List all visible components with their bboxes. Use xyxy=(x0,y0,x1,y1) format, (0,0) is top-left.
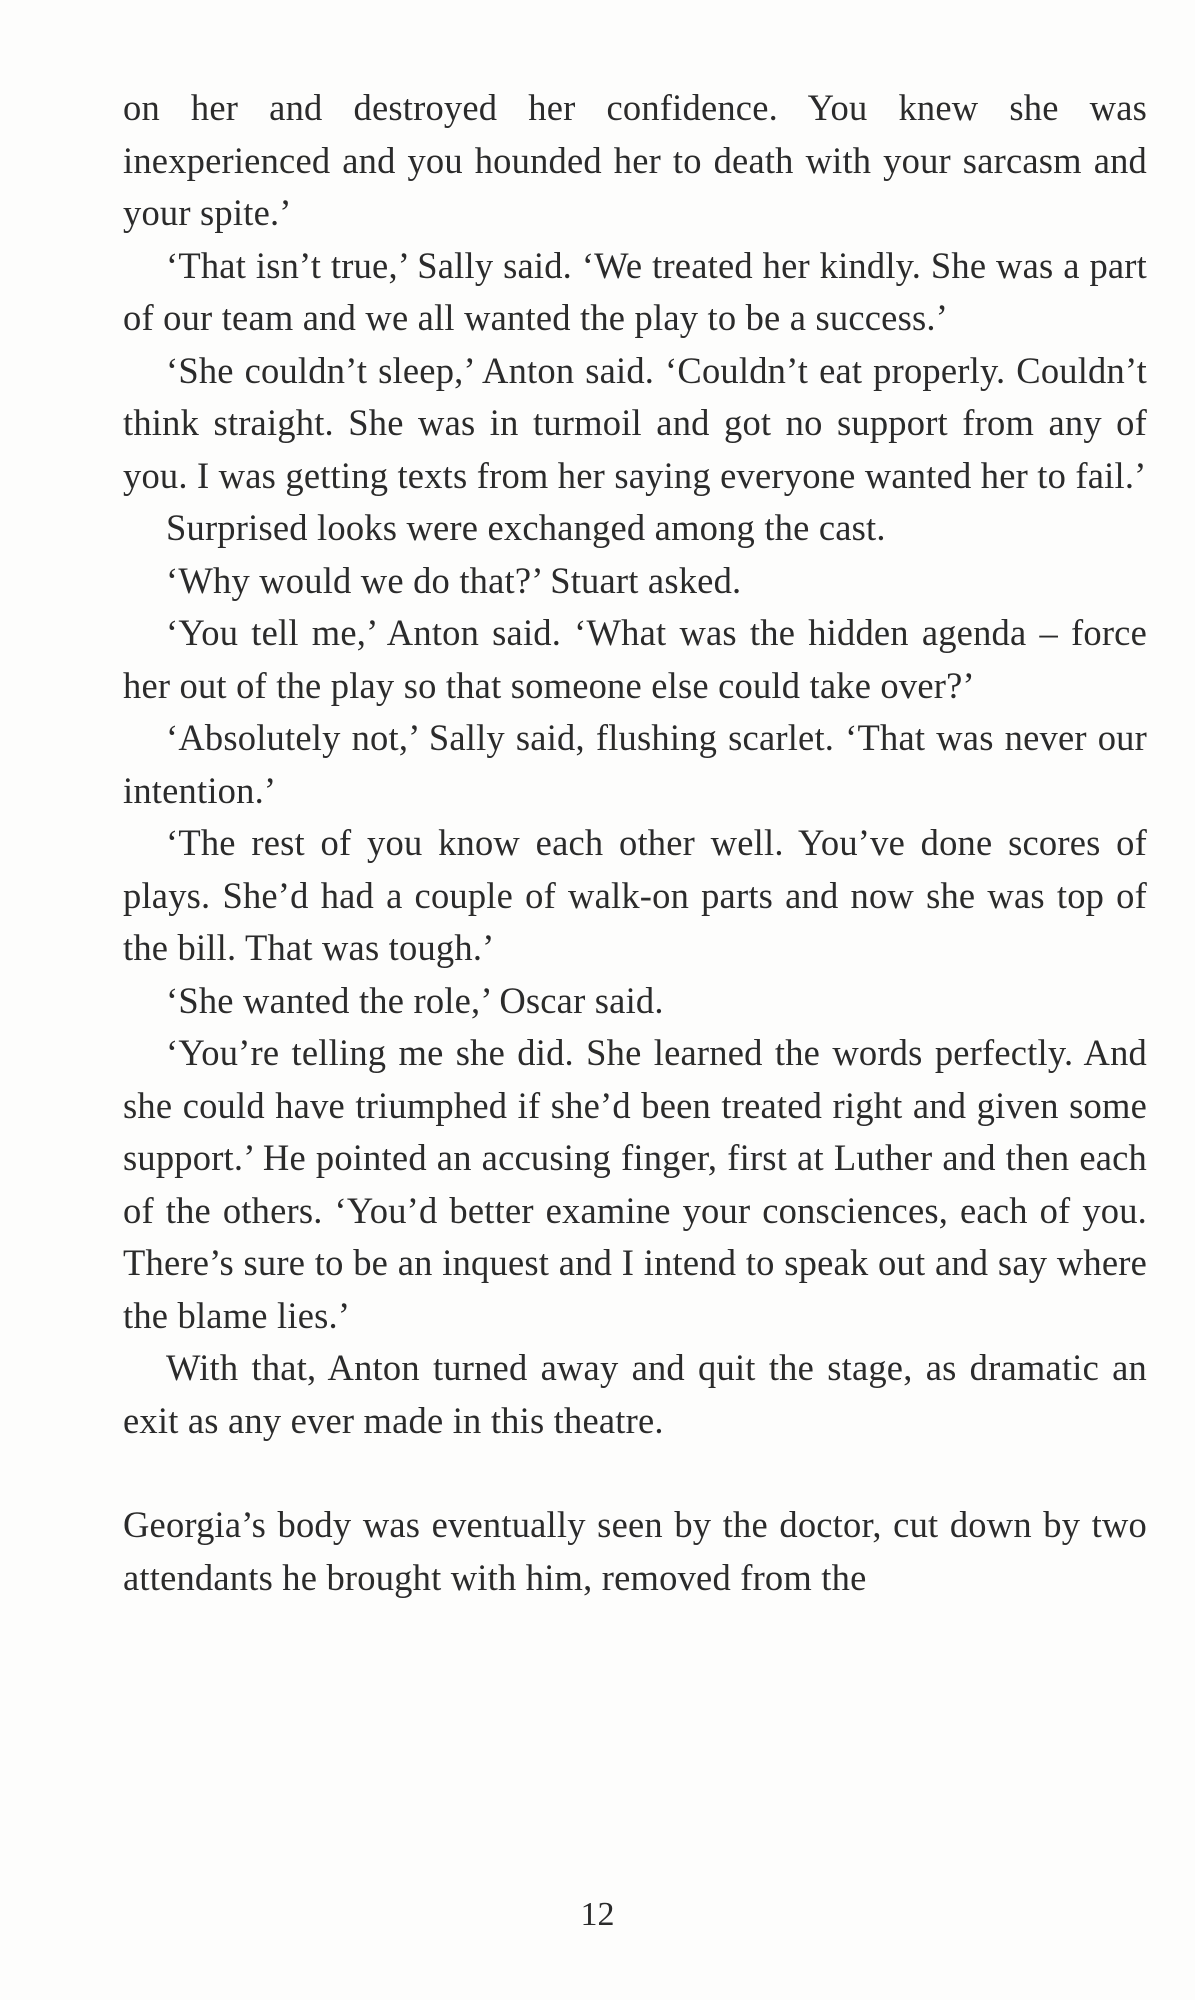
paragraph: ‘You tell me,’ Anton said. ‘What was the hidden agenda – force her out of the play so that someone else could take over?’ xyxy=(123,612,1147,706)
paragraph: ‘Why would we do that?’ Stuart asked. xyxy=(166,559,742,601)
paragraph: ‘That isn’t true,’ Sally said. ‘We treated her kindly. She was a part of our team and we all wanted the play to be a success.’ xyxy=(123,244,1147,338)
paragraph-continuation: on her and destroyed her confidence. You knew she was inexperienced and you hounded her to death with your sarcasm and your spite.’ xyxy=(123,87,1147,233)
paragraph: ‘The rest of you know each other well. You’ve done scores of plays. She’d had a couple of walk-on parts and now she was top of the bill. That was tough.’ xyxy=(123,822,1147,968)
paragraph: ‘Absolutely not,’ Sally said, flushing scarlet. ‘That was never our intention.’ xyxy=(123,717,1147,811)
paragraph: ‘She wanted the role,’ Oscar said. xyxy=(166,979,664,1021)
section-break xyxy=(123,1447,1147,1499)
paragraph: With that, Anton turned away and quit the stage, as dramatic an exit as any ever made in this theatre. xyxy=(123,1347,1147,1441)
paragraph-new-section: Georgia’s body was eventually seen by the doctor, cut down by two attendants he brought with him, removed from the xyxy=(123,1504,1147,1598)
paragraph: ‘She couldn’t sleep,’ Anton said. ‘Couldn’t eat properly. Couldn’t think straight. She was in turmoil and got no support from any of you. I was getting texts from her saying everyone wanted her to fail.’ xyxy=(123,349,1147,496)
body-text xyxy=(123,82,1147,1604)
paragraph: ‘You’re telling me she did. She learned the words perfectly. And she could have triumphed if she’d been treated right and given some support.’ He pointed an accusing finger, first at Luther and then each of the others. ‘You’d better examine your consciences, each of you. There’s sure to be an inquest and I intend to speak out and say where the blame lies.’ xyxy=(123,1032,1147,1336)
paragraph: Surprised looks were exchanged among the cast. xyxy=(166,507,886,548)
page-number: 12 xyxy=(580,1896,615,1933)
